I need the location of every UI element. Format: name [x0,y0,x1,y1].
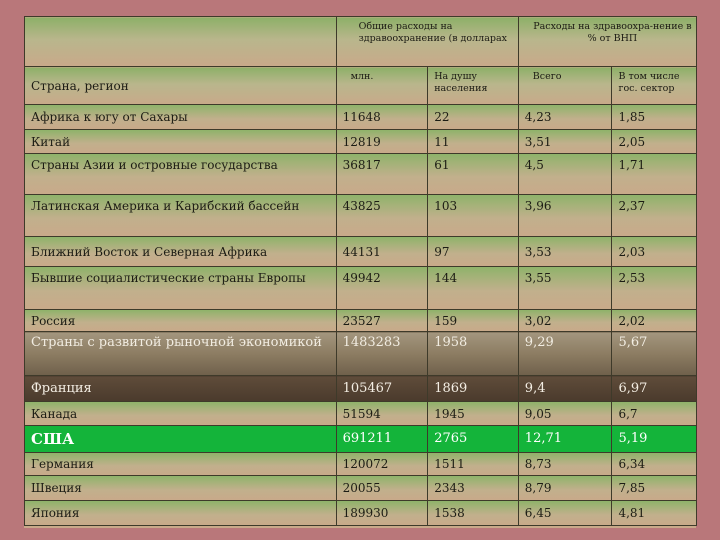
row-total: 9,4 [518,376,612,402]
row-mln: 105467 [336,376,428,402]
header-total: Всего [518,67,612,105]
row-name: Франция [25,376,337,402]
row-total: 6,45 [518,501,612,526]
table-row [25,237,697,267]
row-name: Германия [25,453,337,476]
table-row-usa [25,426,697,453]
table-row [25,501,697,526]
row-per-capita: 1958 [428,332,519,376]
row-total: 8,73 [518,453,612,476]
header-total-expenditure: Общие расходы на здравоохранение (в долларах [336,17,518,67]
row-name: Бывшие социалистические страны Европы [25,267,337,310]
row-public: 7,85 [612,476,697,501]
row-total: 3,53 [518,237,612,267]
row-per-capita: 11 [428,130,519,154]
row-public: 4,81 [612,501,697,526]
row-public: 2,53 [612,267,697,310]
table-row-developed [25,332,697,376]
table-row [25,310,697,332]
row-per-capita: 103 [428,195,519,237]
table-row [25,105,697,130]
row-mln: 691211 [336,426,428,453]
row-name: США [25,426,337,453]
row-name: Латинская Америка и Карибский бассейн [25,195,337,237]
row-total: 3,96 [518,195,612,237]
row-public: 1,85 [612,105,697,130]
row-per-capita: 2765 [428,426,519,453]
row-total: 8,79 [518,476,612,501]
row-per-capita: 1869 [428,376,519,402]
table-row [25,154,697,195]
table-row [25,402,697,426]
table-row [25,267,697,310]
table-row [25,195,697,237]
row-per-capita: 1538 [428,501,519,526]
row-name: Страны с развитой рыночной экономикой [25,332,337,376]
table-row [25,453,697,476]
row-public: 6,97 [612,376,697,402]
row-mln: 11648 [336,105,428,130]
row-total: 4,5 [518,154,612,195]
row-per-capita: 1511 [428,453,519,476]
row-name: Китай [25,130,337,154]
row-total: 4,23 [518,105,612,130]
row-mln: 20055 [336,476,428,501]
row-total: 9,29 [518,332,612,376]
row-total: 9,05 [518,402,612,426]
row-name: Ближний Восток и Северная Африка [25,237,337,267]
row-public: 1,71 [612,154,697,195]
row-public: 6,7 [612,402,697,426]
row-mln: 51594 [336,402,428,426]
row-total: 3,51 [518,130,612,154]
row-public: 6,34 [612,453,697,476]
header-mln: млн. [336,67,428,105]
health-expenditure-table [24,16,697,526]
row-per-capita: 1945 [428,402,519,426]
table-row-france [25,376,697,402]
row-total: 3,02 [518,310,612,332]
row-name: Швеция [25,476,337,501]
row-mln: 120072 [336,453,428,476]
row-total: 3,55 [518,267,612,310]
row-name: Страны Азии и островные государства [25,154,337,195]
row-per-capita: 159 [428,310,519,332]
row-mln: 43825 [336,195,428,237]
row-mln: 1483283 [336,332,428,376]
row-per-capita: 22 [428,105,519,130]
row-public: 5,67 [612,332,697,376]
row-public: 5,19 [612,426,697,453]
header-empty-cell [25,17,337,67]
header-country: Страна, регион [25,67,337,105]
row-public: 2,03 [612,237,697,267]
header-row-bottom [25,67,697,105]
row-mln: 12819 [336,130,428,154]
row-mln: 189930 [336,501,428,526]
header-per-capita: На душу населения [428,67,519,105]
row-name: Россия [25,310,337,332]
row-public: 2,37 [612,195,697,237]
row-per-capita: 144 [428,267,519,310]
row-mln: 49942 [336,267,428,310]
row-mln: 44131 [336,237,428,267]
table-row [25,130,697,154]
table-row [25,476,697,501]
row-name: Африка к югу от Сахары [25,105,337,130]
row-per-capita: 97 [428,237,519,267]
row-per-capita: 2343 [428,476,519,501]
row-total: 12,71 [518,426,612,453]
header-public-sector: В том числе гос. сектор [612,67,697,105]
row-mln: 23527 [336,310,428,332]
row-name: Канада [25,402,337,426]
header-gdp-share: Расходы на здравоохра-нение в % от ВНП [518,17,696,67]
row-per-capita: 61 [428,154,519,195]
row-public: 2,05 [612,130,697,154]
header-row-top [25,17,697,67]
row-public: 2,02 [612,310,697,332]
row-name: Япония [25,501,337,526]
row-mln: 36817 [336,154,428,195]
